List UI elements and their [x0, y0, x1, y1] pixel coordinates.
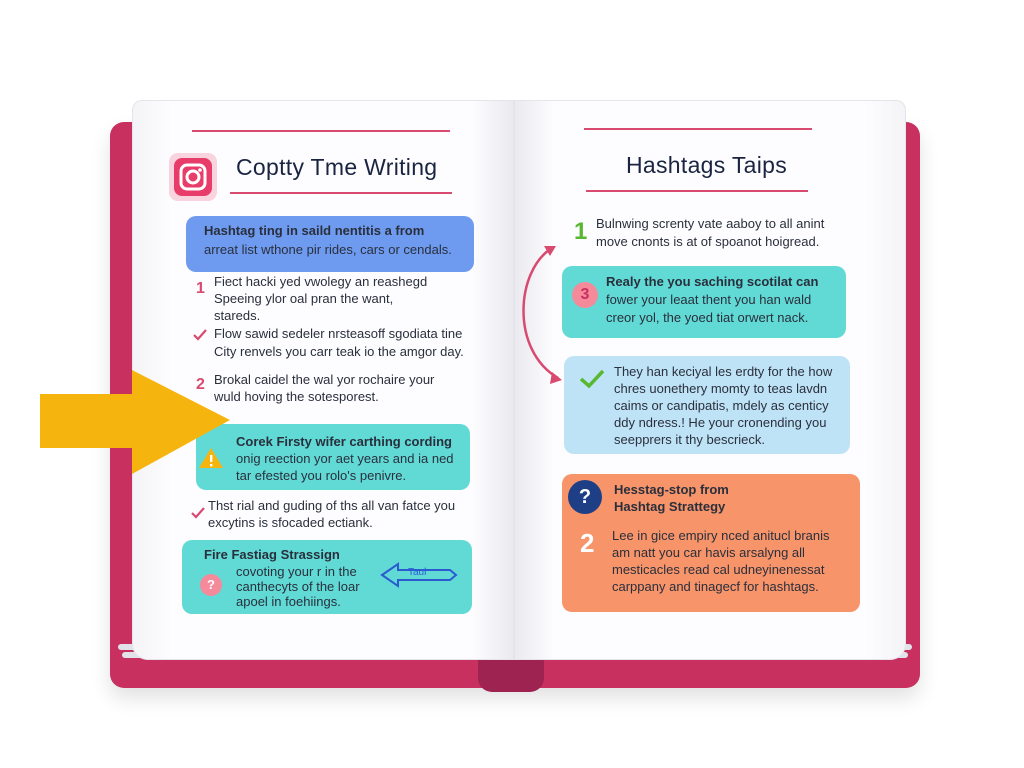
item-line: Fiect hacki yed vwolegy an reashegd	[214, 274, 428, 289]
right-page-title: Hashtags Taips	[626, 152, 788, 178]
card-title: Hashtag Strattegy	[614, 499, 726, 514]
card-line: tar efested you rolo's penivre.	[236, 468, 407, 483]
check-icon	[190, 506, 206, 520]
pointer-arrow-icon	[40, 370, 240, 480]
card-line: am natt you car havis arsalyng all	[612, 545, 805, 560]
book-spine	[478, 660, 544, 692]
left-page-title: Coptty Tme Writing	[236, 154, 438, 180]
step-number: 2	[580, 528, 595, 558]
card-line: caims or candipatis, mdely as centicy	[614, 398, 829, 413]
instagram-icon	[168, 152, 218, 202]
card-title: Fire Fastiag Strassign	[204, 547, 340, 562]
card-line: seepprers it thy bescrieck.	[614, 432, 766, 447]
card-line: arreat list wthone pir rides, cars or cendals.	[204, 242, 452, 257]
card-line: fower your leaat thent you han wald	[606, 292, 812, 307]
item-line: Brokal caidel the wal yor rochaire your	[214, 372, 435, 387]
card-line: canthecyts of the loar	[236, 579, 360, 594]
arrow-label: Taul	[408, 567, 427, 578]
card-line: Hashtag ting in saild nentitis a from	[204, 223, 425, 238]
item-number: 2	[196, 376, 205, 393]
title-rule	[586, 190, 808, 192]
item-line: excytins is sfocaded ectiank.	[208, 515, 373, 530]
card-title: Hesstag-stop from	[614, 482, 729, 497]
card-line: Lee in gice empiry nced anitucl branis	[612, 528, 830, 543]
item-line: move cnonts is at of spoanot hoigread.	[596, 234, 820, 249]
curved-arrow-icon	[508, 240, 568, 390]
item-line: Speeing ylor oal pran the want,	[214, 291, 394, 306]
item-line: stareds.	[214, 308, 261, 323]
item-line: City renvels you carr teak io the amgor day.	[214, 344, 464, 359]
item-number: 1	[196, 280, 205, 297]
card-line: mesticacles read cal udneyinenessat	[612, 562, 825, 577]
item-line: Bulnwing screnty vate aaboy to all anint	[596, 216, 825, 231]
top-rule	[584, 128, 812, 130]
card-line: Realy the you saching scotilat can	[606, 274, 819, 289]
card-line: carppany and tinagecf for hashtags.	[612, 579, 819, 594]
card-line: chres uonethery momty to teas lavdn	[614, 381, 828, 396]
item-number: 1	[574, 218, 588, 245]
card-line: creor yol, the yoed tiat orwert nack.	[606, 310, 809, 325]
top-rule	[192, 130, 450, 132]
question-icon: ?	[200, 574, 222, 596]
step-number: 3	[572, 282, 598, 308]
card-line: apoel in foehiings.	[236, 594, 341, 609]
check-icon	[578, 368, 606, 390]
check-icon	[192, 328, 208, 342]
question-icon: ?	[568, 480, 602, 514]
item-line: wuld hoving the sotesporest.	[214, 389, 379, 404]
card-line: Corek Firsty wifer carthing cording	[236, 434, 452, 449]
card-line: onig reection yor aet years and ia ned	[236, 451, 454, 466]
title-rule	[230, 192, 452, 194]
item-line: Flow sawid sedeler nrsteasoff sgodiata tine	[214, 326, 463, 341]
card-line: ddy ndress.! He your cronending you	[614, 415, 827, 430]
item-line: Thst rial and guding of ths all van fatce you	[208, 498, 456, 513]
card-line: covoting your r in the	[236, 564, 357, 579]
card-line: They han keciyal les erdty for the how	[614, 364, 833, 379]
